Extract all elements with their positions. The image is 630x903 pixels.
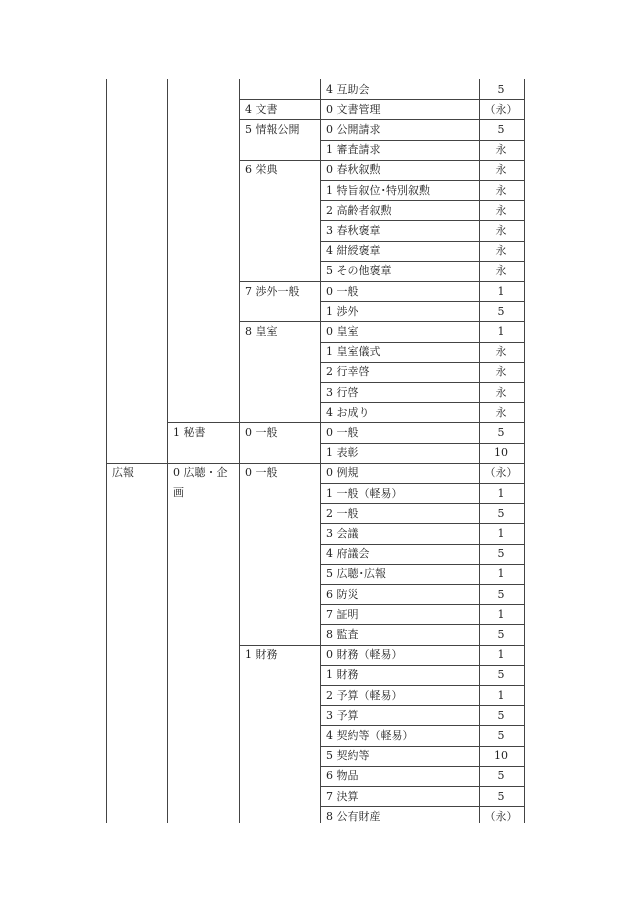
table-cell-c4: 6 物品 bbox=[326, 769, 359, 783]
table-cell-c4: 0 例規 bbox=[326, 466, 359, 480]
row-rule bbox=[320, 705, 524, 706]
table-cell-c4: 0 文書管理 bbox=[326, 102, 381, 116]
table-cell-c4: 2 行幸啓 bbox=[326, 365, 370, 379]
row-rule bbox=[320, 766, 524, 767]
table-cell-c5: 5 bbox=[497, 627, 505, 641]
column-rule-0 bbox=[106, 79, 107, 823]
table-cell-c5: 永 bbox=[495, 365, 507, 379]
row-rule bbox=[320, 362, 524, 363]
row-rule bbox=[320, 584, 524, 585]
table-cell-c5: 永 bbox=[495, 183, 507, 197]
row-rule bbox=[239, 119, 524, 120]
table-cell-c4: 1 皇室儀式 bbox=[326, 345, 381, 359]
table-cell-c5: 5 bbox=[497, 708, 505, 722]
row-rule bbox=[320, 806, 524, 807]
row-rule bbox=[320, 200, 524, 201]
row-rule bbox=[106, 463, 524, 464]
table-cell-c3: 0 一般 bbox=[245, 466, 278, 480]
table-cell-c4: 1 審査請求 bbox=[326, 143, 381, 157]
table-cell-c4: 1 特旨叙位･特別叙勲 bbox=[326, 183, 430, 197]
table-cell-c5: 5 bbox=[497, 425, 505, 439]
row-rule bbox=[239, 321, 524, 322]
table-cell-c4: 0 皇室 bbox=[326, 324, 359, 338]
table-cell-c5: 5 bbox=[497, 304, 505, 318]
column-rule-1 bbox=[167, 79, 168, 823]
table-cell-c4: 0 一般 bbox=[326, 425, 359, 439]
table-cell-c3: 0 一般 bbox=[245, 425, 278, 439]
table-cell-c5: 永 bbox=[495, 244, 507, 258]
table-cell-c5: 永 bbox=[495, 203, 507, 217]
row-rule bbox=[320, 140, 524, 141]
table-cell-c5: 5 bbox=[497, 506, 505, 520]
table-cell-c5: 5 bbox=[497, 122, 505, 136]
table-cell-c5: 1 bbox=[497, 648, 505, 662]
table-cell-c5: 5 bbox=[497, 769, 505, 783]
table-cell-c5: 1 bbox=[497, 324, 505, 338]
table-cell-c5: 1 bbox=[497, 688, 505, 702]
column-rule-3 bbox=[320, 79, 321, 823]
row-rule bbox=[320, 665, 524, 666]
table-cell-c4: 0 一般 bbox=[326, 284, 359, 298]
table-cell-c4: 1 表彰 bbox=[326, 446, 359, 460]
table-cell-c4: 8 公有財産 bbox=[326, 809, 381, 823]
row-rule bbox=[320, 503, 524, 504]
table-cell-c3: 7 渉外一般 bbox=[245, 284, 300, 298]
table-cell-c1: 広報 bbox=[112, 466, 134, 480]
row-rule bbox=[239, 160, 524, 161]
table-cell-c4: 7 決算 bbox=[326, 789, 359, 803]
row-rule bbox=[239, 99, 524, 100]
table-cell-c4: 3 予算 bbox=[326, 708, 359, 722]
table-cell-c5: 5 bbox=[497, 668, 505, 682]
row-rule bbox=[167, 422, 524, 423]
table-cell-c5: 10 bbox=[494, 749, 508, 763]
table-cell-c5: 永 bbox=[495, 223, 507, 237]
table-cell-c4: 4 契約等（軽易） bbox=[326, 728, 414, 742]
table-cell-c4: 5 契約等 bbox=[326, 749, 370, 763]
table-cell-c4: 5 その他褒章 bbox=[326, 264, 392, 278]
table-cell-c3: 6 栄典 bbox=[245, 163, 278, 177]
row-rule bbox=[320, 443, 524, 444]
row-rule bbox=[320, 301, 524, 302]
table-cell-c4: 4 お成り bbox=[326, 405, 370, 419]
table-cell-c5: 永 bbox=[495, 405, 507, 419]
row-rule bbox=[239, 645, 524, 646]
table-cell-c4: 2 高齢者叙勲 bbox=[326, 203, 392, 217]
table-cell-c5: 1 bbox=[497, 284, 505, 298]
row-rule bbox=[320, 342, 524, 343]
table-cell-c3: 8 皇室 bbox=[245, 324, 278, 338]
row-rule bbox=[320, 523, 524, 524]
row-rule bbox=[320, 685, 524, 686]
table-cell-c2: 1 秘書 bbox=[173, 425, 206, 439]
table-cell-c4: 4 互助会 bbox=[326, 82, 370, 96]
table-cell-c5: 5 bbox=[497, 587, 505, 601]
column-rule-5 bbox=[524, 79, 525, 823]
table-cell-c4: 1 財務 bbox=[326, 668, 359, 682]
table-cell-c5: 永 bbox=[495, 345, 507, 359]
table-cell-c5: （永） bbox=[484, 809, 518, 823]
table-cell-c5: 5 bbox=[497, 547, 505, 561]
table-cell-c5: 10 bbox=[494, 446, 508, 460]
table-cell-c4: 4 紺綬褒章 bbox=[326, 244, 381, 258]
table-cell-c5: 1 bbox=[497, 567, 505, 581]
table-cell-c4: 0 春秋叙勲 bbox=[326, 163, 381, 177]
row-rule bbox=[320, 544, 524, 545]
table-cell-c4: 4 府議会 bbox=[326, 547, 370, 561]
row-rule bbox=[320, 220, 524, 221]
row-rule bbox=[320, 180, 524, 181]
table-cell-c5: 1 bbox=[497, 607, 505, 621]
row-rule bbox=[320, 624, 524, 625]
row-rule bbox=[320, 604, 524, 605]
table-cell-c4: 6 防災 bbox=[326, 587, 359, 601]
table-cell-c5: 永 bbox=[495, 264, 507, 278]
table-cell-c5: 5 bbox=[497, 789, 505, 803]
table-cell-c4: 0 財務（軽易） bbox=[326, 648, 403, 662]
table-cell-c3: 5 情報公開 bbox=[245, 122, 300, 136]
column-rule-2 bbox=[239, 79, 240, 823]
table-cell-c5: （永） bbox=[484, 102, 518, 116]
row-rule bbox=[320, 261, 524, 262]
table-cell-c5: 永 bbox=[495, 163, 507, 177]
table-cell-c4: 5 広聴･広報 bbox=[326, 567, 386, 581]
table-cell-c5: 永 bbox=[495, 143, 507, 157]
row-rule bbox=[320, 746, 524, 747]
row-rule bbox=[320, 786, 524, 787]
row-rule bbox=[320, 241, 524, 242]
table-cell-c4: 7 証明 bbox=[326, 607, 359, 621]
table-cell-c4: 3 会議 bbox=[326, 526, 359, 540]
table-cell-c5: （永） bbox=[484, 466, 518, 480]
row-rule bbox=[320, 564, 524, 565]
table-cell-c5: 1 bbox=[497, 486, 505, 500]
table-cell-c4: 3 春秋褒章 bbox=[326, 223, 381, 237]
table-cell-c4: 2 一般 bbox=[326, 506, 359, 520]
row-rule bbox=[320, 483, 524, 484]
row-rule bbox=[320, 382, 524, 383]
table-cell-c4: 1 一般（軽易） bbox=[326, 486, 403, 500]
row-rule bbox=[320, 725, 524, 726]
table-cell-c3: 4 文書 bbox=[245, 102, 278, 116]
row-rule bbox=[239, 281, 524, 282]
table-cell-c4: 2 予算（軽易） bbox=[326, 688, 403, 702]
table-cell-c5: 永 bbox=[495, 385, 507, 399]
table-cell-c4: 1 渉外 bbox=[326, 304, 359, 318]
table-cell-c5: 5 bbox=[497, 82, 505, 96]
table-cell-c5: 1 bbox=[497, 526, 505, 540]
table-cell-c4: 0 公開請求 bbox=[326, 122, 381, 136]
table-cell-c3: 1 財務 bbox=[245, 648, 278, 662]
row-rule bbox=[320, 402, 524, 403]
table-cell-c2: 0 広聴・企画 bbox=[173, 465, 228, 499]
table-cell-c4: 8 監査 bbox=[326, 627, 359, 641]
table-cell-c4: 3 行啓 bbox=[326, 385, 359, 399]
table-cell-c5: 5 bbox=[497, 728, 505, 742]
